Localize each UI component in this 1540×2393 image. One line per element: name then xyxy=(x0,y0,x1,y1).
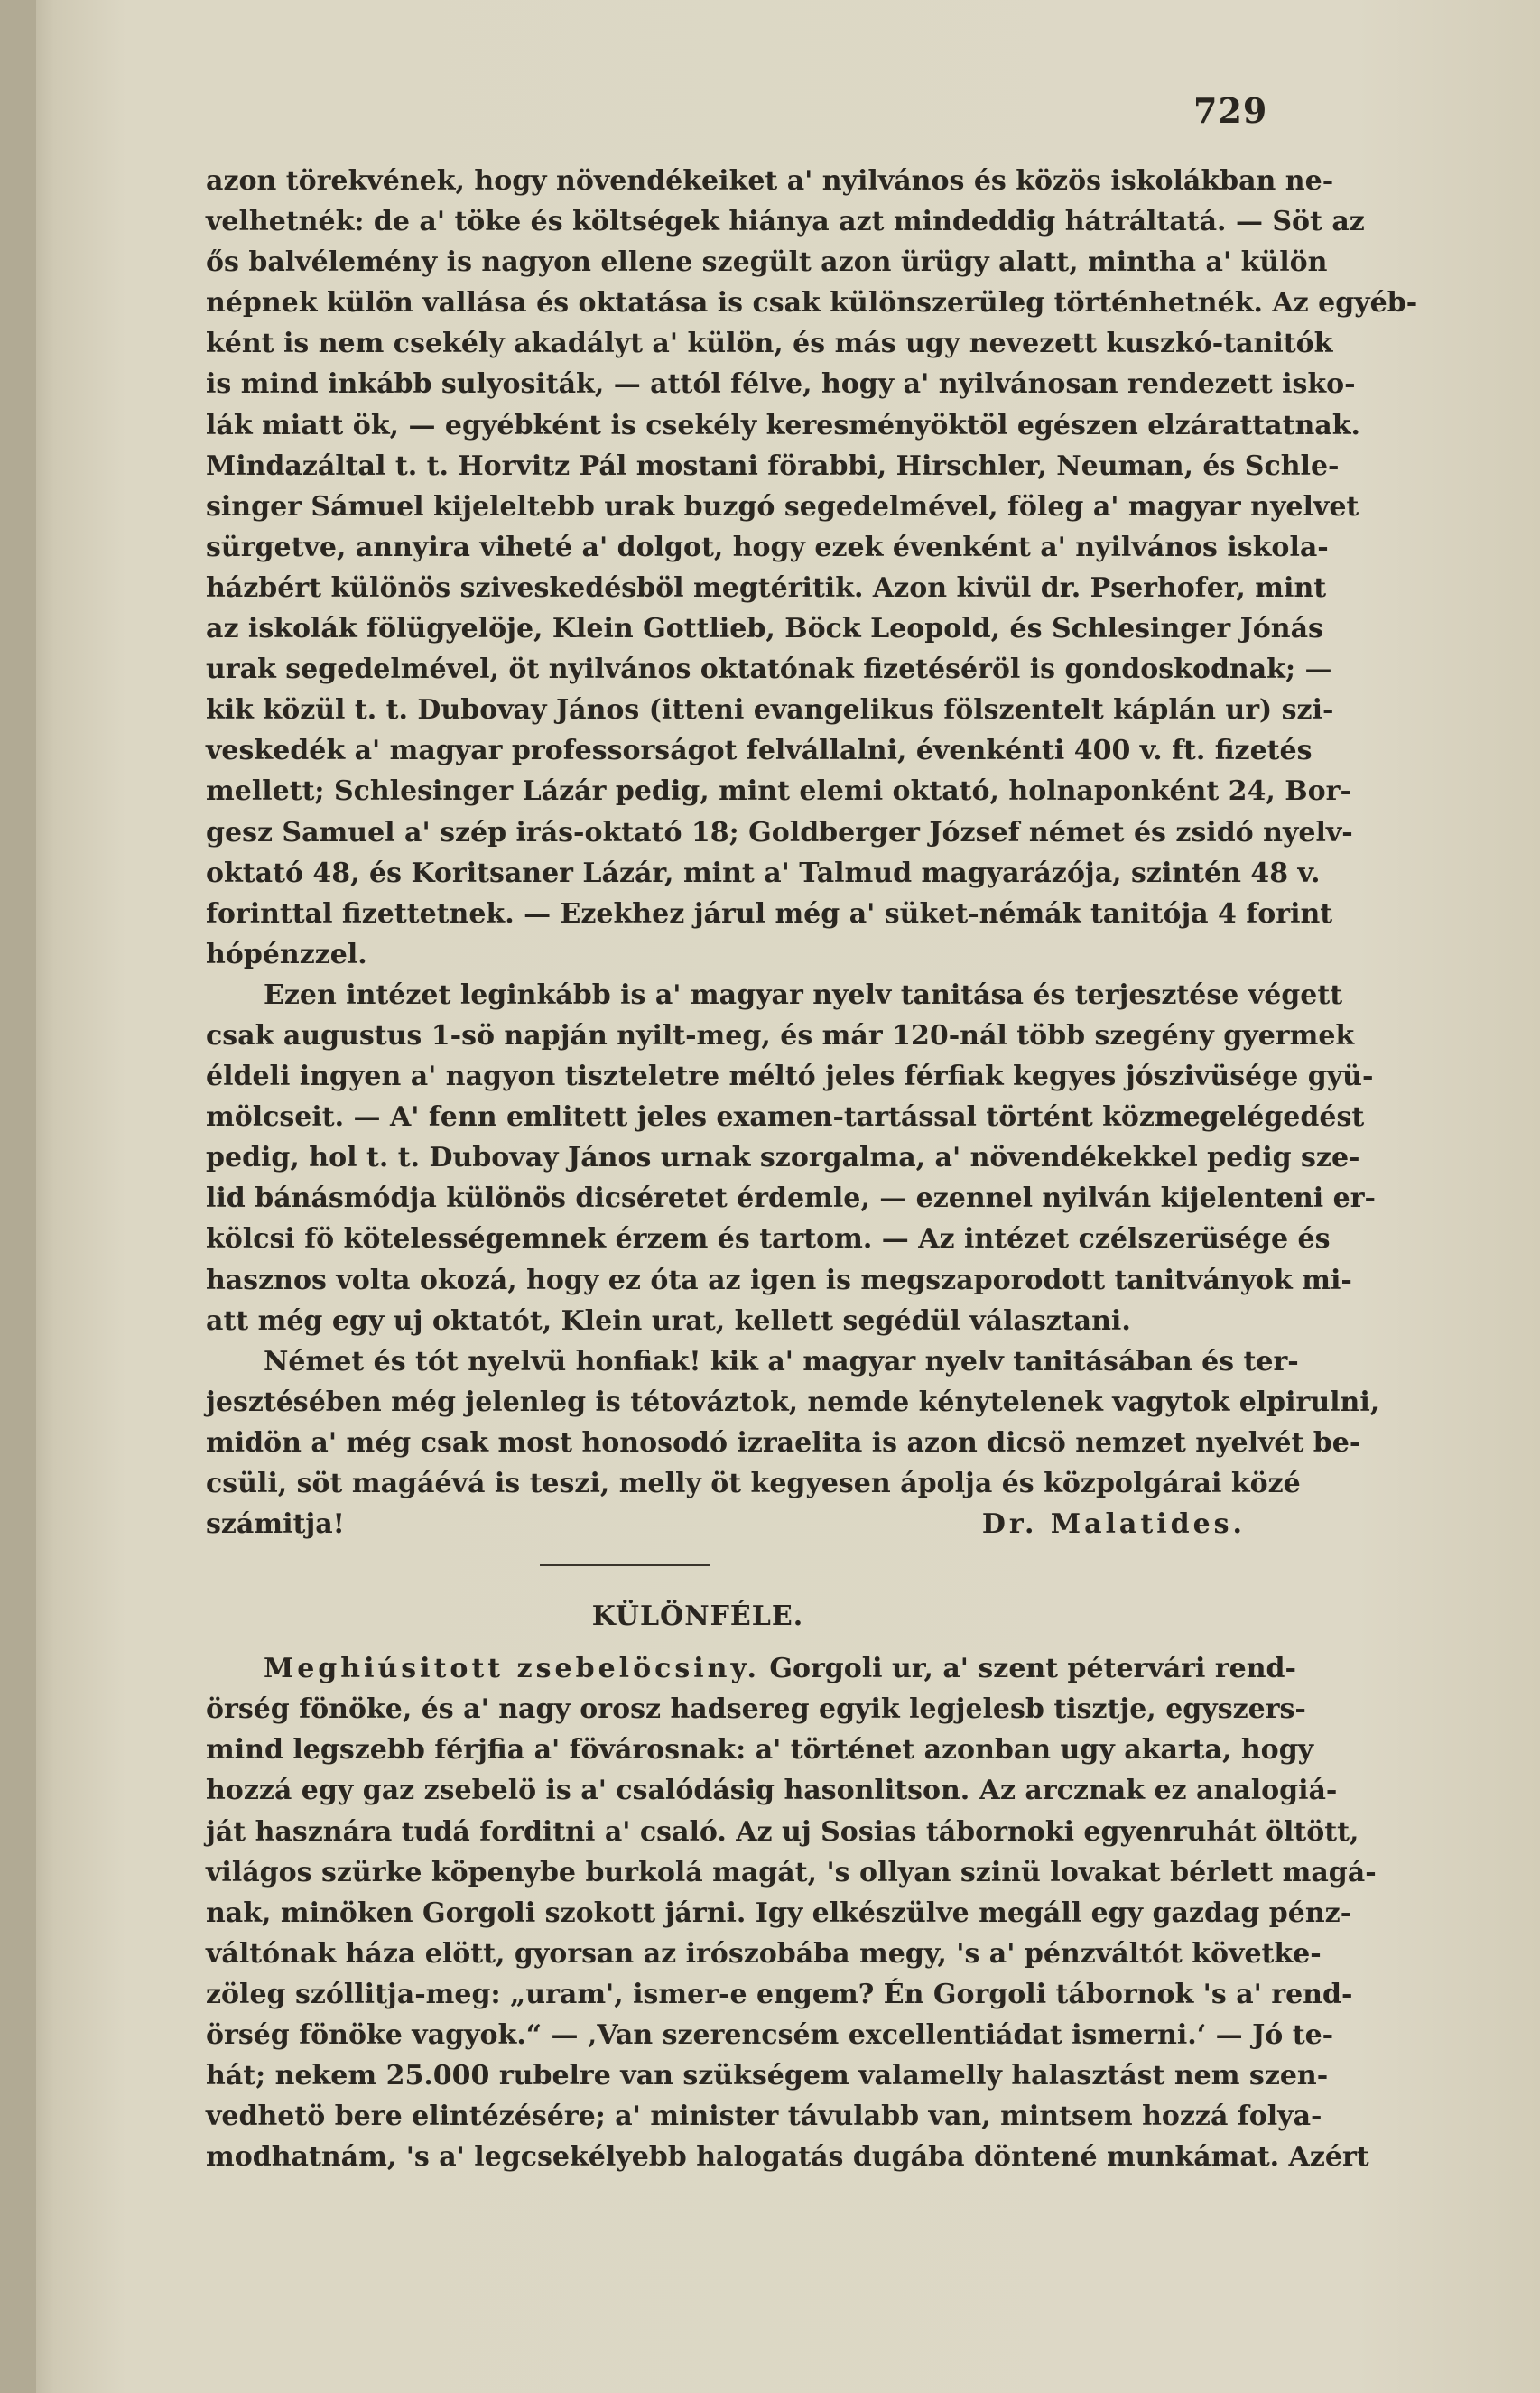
text-line: váltónak háza elött, gyorsan az irószobába megy, 's a' pénzváltót követke- xyxy=(206,1937,1322,1970)
text-line: urak segedelmével, öt nyilvános oktatónak fizetéséröl is gondoskodnak; — xyxy=(206,654,1332,686)
page-edge-shadow xyxy=(0,0,36,2393)
text-line: éldeli ingyen a' nagyon tiszteletre méltó jeles férfiak kegyes jószivüsége gyü- xyxy=(206,1061,1374,1093)
text-line: világos szürke köpenybe burkolá magát, 's ollyan szinü lovakat bérlett magá- xyxy=(206,1856,1377,1888)
text-line: ját hasznára tudá forditni a' csaló. Az uj Sosias tábornoki egyenruhát öltött, xyxy=(206,1815,1359,1848)
text-line: számitja! xyxy=(206,1508,345,1541)
text-line: hasznos volta okozá, hogy ez óta az igen is megszaporodott tanitványok mi- xyxy=(206,1264,1352,1296)
signature-line xyxy=(206,1504,1289,1544)
text-line: ként is nem csekély akadályt a' külön, és más ugy nevezett kuszkó-tanitók xyxy=(206,328,1333,360)
text-line: azon törekvének, hogy növendékeiket a' nyilvános és közös iskolákban ne- xyxy=(206,165,1334,197)
text-line: Német és tót nyelvü honfiak! kik a' magyar nyelv tanitásában és ter- xyxy=(264,1345,1299,1377)
text-line: jesztésében még jelenleg is tétováztok, nemde kénytelenek vagytok elpirulni, xyxy=(206,1386,1380,1418)
text-line: csak augustus 1-sö napján nyilt-meg, és már 120-nál több szegény gyermek xyxy=(206,1019,1355,1052)
page-number: 729 xyxy=(1193,90,1268,131)
text-line: hozzá egy gaz zsebelö is a' csalódásig hasonlitson. Az arcznak ez analogiá- xyxy=(206,1775,1338,1807)
text-line: gesz Samuel a' szép irás-oktató 18; Goldberger József német és zsidó nyelv- xyxy=(206,816,1353,849)
text-line: lid bánásmódja különös dicséretet érdemle, — ezennel nyilván kijelenteni er- xyxy=(206,1183,1376,1215)
text-line: vedhetö bere elintézésére; a' minister távulabb van, mintsem hozzá folya- xyxy=(206,2101,1322,2133)
text-line: forinttal fizettetnek. — Ezekhez járul még a' süket-némák tanitója 4 forint xyxy=(206,897,1333,930)
paragraph xyxy=(206,975,1376,1341)
section-body xyxy=(206,1648,1377,2177)
text-line: örség fönöke, és a' nagy orosz hadsereg egyik legjelesb tisztje, egyszers- xyxy=(206,1693,1306,1726)
text-line: singer Sámuel kijeleltebb urak buzgó segedelmével, föleg a' magyar nyelvet xyxy=(206,490,1359,523)
text-line: mölcseit. — A' fenn emlitett jeles examen-tartással történt közmegelégedést xyxy=(206,1101,1365,1134)
text-line: nak, minöken Gorgoli szokott járni. Igy elkészülve megáll egy gazdag pénz- xyxy=(206,1897,1352,1929)
text-line: kölcsi fö kötelességemnek érzem és tartom. — Az intézet czélszerüsége és xyxy=(206,1223,1331,1256)
text-line: lák miatt ök, — egyébként is csekély keresményöktöl egészen elzárattatnak. xyxy=(206,409,1360,441)
text-line: Ezen intézet leginkább is a' magyar nyelv tanitása és terjesztése végett xyxy=(264,979,1343,1011)
text-line: ős balvélemény is nagyon ellene szegült azon ürügy alatt, mintha a' külön xyxy=(206,246,1328,279)
section-divider xyxy=(206,1544,1289,1585)
text-line: csüli, söt magáévá is teszi, melly öt kegyesen ápolja és közpolgárai közé xyxy=(206,1468,1301,1499)
paragraph xyxy=(206,161,1418,975)
text-line: hát; nekem 25.000 rubelre van szükségem valamelly halasztást nem szen- xyxy=(206,2060,1329,2092)
text-line: veskedék a' magyar professorságot felvállalni, évenkénti 400 v. ft. fizetés xyxy=(206,735,1313,767)
text-line: örség fönöke vagyok.“ — ‚Van szerencsém excellentiádat ismerni.‘ — Jó te- xyxy=(206,2019,1334,2052)
text-line: sürgetve, annyira viheté a' dolgot, hogy ezek évenként a' nyilvános iskola- xyxy=(206,531,1329,563)
text-line: velhetnék: de a' töke és költségek hiánya azt mindeddig hátráltatá. — Söt az xyxy=(206,206,1365,238)
article-body xyxy=(206,161,1418,2177)
text-line: att még egy uj oktatót, Klein urat, kellett segédül választani. xyxy=(206,1304,1131,1337)
signature: Dr. Malatides. xyxy=(981,1508,1246,1541)
text-line: zöleg szóllitja-meg: „uram', ismer-e engem? Én Gorgoli tábornok 's a' rend- xyxy=(206,1978,1353,2010)
section-heading: KÜLÖNFÉLE. xyxy=(591,1600,804,1633)
text-line: mind legszebb férjfia a' fövárosnak: a' történet azonban ugy akarta, hogy xyxy=(206,1734,1314,1767)
text-line: az iskolák fölügyelöje, Klein Gottlieb, Böck Leopold, és Schlesinger Jónás xyxy=(206,613,1323,645)
section-lead: Meghiúsitott zsebelöcsiny. xyxy=(264,1653,760,1685)
text-line: Mindazáltal t. t. Horvitz Pál mostani förabbi, Hirschler, Neuman, és Schle- xyxy=(206,450,1340,482)
paragraph xyxy=(206,1341,1380,1544)
text-line: midön a' még csak most honosodó izraelita is azon dicsö nemzet nyelvét be- xyxy=(206,1426,1361,1459)
paragraphs xyxy=(206,161,1418,1544)
text-line: pedig, hol t. t. Dubovay János urnak szorgalma, a' növendékekkel pedig sze- xyxy=(206,1142,1360,1174)
text-line: is mind inkább sulyositák, — attól félve, hogy a' nyilvánosan rendezett isko- xyxy=(206,368,1356,401)
text-line: házbért különös sziveskedésböl megtéritik. Azon kivül dr. Pserhofer, mint xyxy=(206,571,1327,604)
text-line: kik közül t. t. Dubovay János (itteni evangelikus fölszentelt káplán ur) szi- xyxy=(206,694,1334,727)
text-line: modhatnám, 's a' legcsekélyebb halogatás dugába döntené munkámat. Azért xyxy=(206,2141,1369,2174)
text-line: népnek külön vallása és oktatása is csak különszerüleg történhetnék. Az egyéb- xyxy=(206,287,1418,320)
text-line: hópénzzel. xyxy=(206,938,367,970)
text-line: mellett; Schlesinger Lázár pedig, mint elemi oktató, holnaponként 24, Bor- xyxy=(206,775,1351,808)
section-first-line xyxy=(206,1648,1296,1689)
text-line: oktató 48, és Koritsaner Lázár, mint a' Talmud magyarázója, szintén 48 v. xyxy=(206,857,1321,889)
section-first-line-rest: Gorgoli ur, a' szent pétervári rend- xyxy=(769,1653,1296,1685)
section-lines xyxy=(206,1689,1377,2177)
